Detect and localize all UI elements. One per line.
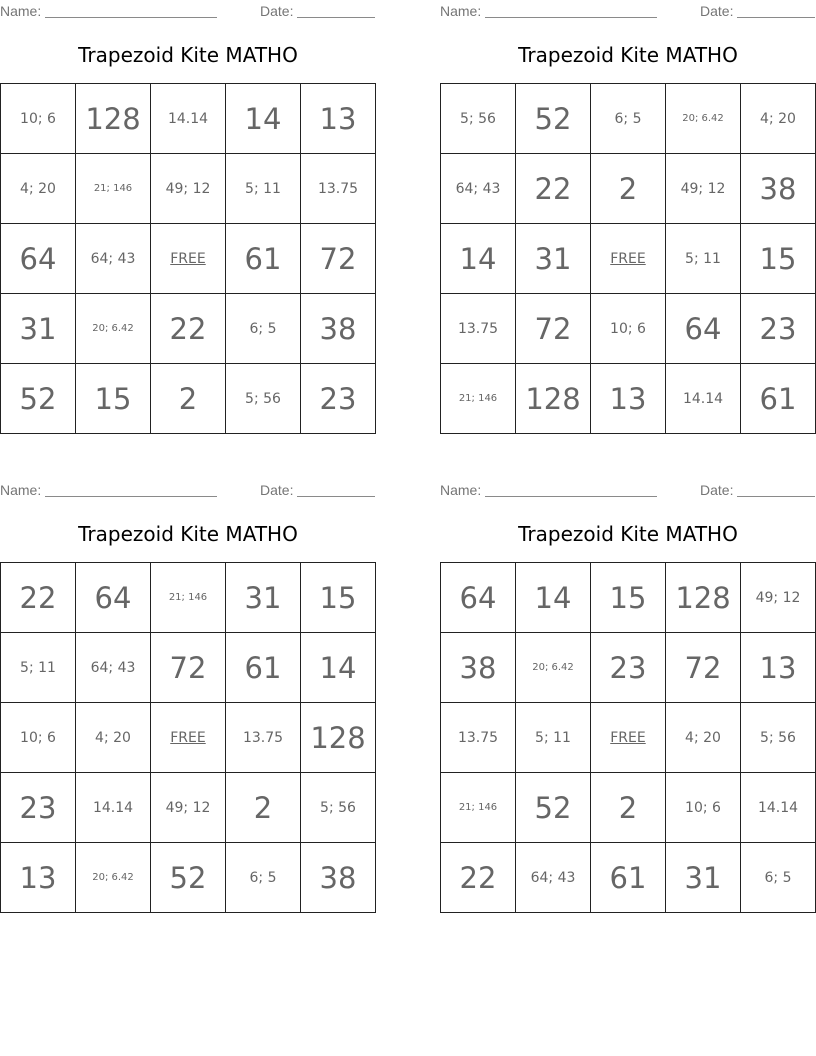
bingo-grid [440, 83, 816, 434]
bingo-cell[interactable]: 22 [151, 294, 226, 364]
bingo-cell[interactable]: 5; 11 [666, 224, 741, 294]
bingo-grid [440, 562, 816, 913]
name-label: Name: [0, 482, 42, 498]
bingo-cell[interactable]: 10; 6 [666, 773, 741, 843]
bingo-cell[interactable]: 13.75 [301, 154, 376, 224]
bingo-cell[interactable]: 13 [741, 633, 816, 703]
date-blank-line [737, 496, 815, 497]
date-blank-line [297, 496, 375, 497]
bingo-cell[interactable]: 31 [516, 224, 591, 294]
bingo-cell[interactable]: 64 [1, 224, 76, 294]
bingo-cell[interactable]: 4; 20 [666, 703, 741, 773]
bingo-cell[interactable]: 10; 6 [1, 84, 76, 154]
bingo-cell[interactable]: 14 [441, 224, 516, 294]
date-label: Date: [260, 482, 294, 498]
bingo-grid [0, 83, 376, 434]
grid-row [441, 773, 816, 843]
bingo-grid [0, 562, 376, 913]
name-blank-line [45, 496, 217, 497]
bingo-cell[interactable]: 23 [1, 773, 76, 843]
bingo-cell[interactable]: 21; 146 [151, 563, 226, 633]
bingo-cell[interactable]: 13 [301, 84, 376, 154]
bingo-cell[interactable]: 14 [301, 633, 376, 703]
card-title: Trapezoid Kite MATHO [518, 43, 738, 67]
bingo-cell[interactable]: 128 [666, 563, 741, 633]
bingo-cell[interactable]: 15 [741, 224, 816, 294]
bingo-cell[interactable]: 61 [591, 843, 666, 913]
free-space-cell[interactable]: FREE [151, 224, 226, 294]
bingo-cell[interactable]: 38 [301, 843, 376, 913]
bingo-cell[interactable]: 14.14 [76, 773, 151, 843]
card-header [0, 479, 376, 499]
bingo-cell[interactable]: 5; 11 [226, 154, 301, 224]
grid-row [1, 154, 376, 224]
grid-row [1, 563, 376, 633]
bingo-cell[interactable]: 61 [741, 364, 816, 434]
card-header [440, 0, 816, 20]
bingo-cell[interactable]: 49; 12 [151, 154, 226, 224]
bingo-cell[interactable]: 31 [666, 843, 741, 913]
grid-row [1, 773, 376, 843]
bingo-cell[interactable]: 14 [226, 84, 301, 154]
bingo-cell[interactable]: 15 [301, 563, 376, 633]
free-space-cell[interactable]: FREE [151, 703, 226, 773]
date-blank-line [297, 17, 375, 18]
grid-row [441, 294, 816, 364]
name-label: Name: [0, 3, 42, 19]
bingo-cell[interactable]: 61 [226, 224, 301, 294]
grid-row [1, 703, 376, 773]
bingo-cell[interactable]: 13 [591, 364, 666, 434]
bingo-cell[interactable]: 14.14 [151, 84, 226, 154]
bingo-cell[interactable]: 64 [666, 294, 741, 364]
bingo-cell[interactable]: 13 [1, 843, 76, 913]
bingo-cell[interactable]: 5; 56 [301, 773, 376, 843]
bingo-cell[interactable]: 20; 6.42 [76, 294, 151, 364]
bingo-cell[interactable]: 49; 12 [666, 154, 741, 224]
bingo-cell[interactable]: 6; 5 [591, 84, 666, 154]
bingo-cell[interactable]: 14.14 [666, 364, 741, 434]
bingo-cell[interactable]: 15 [591, 563, 666, 633]
bingo-cell[interactable]: 5; 56 [741, 703, 816, 773]
bingo-cell[interactable]: 2 [591, 773, 666, 843]
grid-row [441, 84, 816, 154]
bingo-cell[interactable]: 5; 56 [226, 364, 301, 434]
bingo-cell[interactable]: 13.75 [441, 703, 516, 773]
name-blank-line [45, 17, 217, 18]
bingo-cell[interactable]: 5; 11 [1, 633, 76, 703]
bingo-cell[interactable]: 128 [76, 84, 151, 154]
bingo-cell[interactable]: 52 [151, 843, 226, 913]
grid-row [441, 843, 816, 913]
bingo-cell[interactable]: 64 [76, 563, 151, 633]
free-space-cell[interactable]: FREE [591, 703, 666, 773]
card-title: Trapezoid Kite MATHO [518, 522, 738, 546]
card-title: Trapezoid Kite MATHO [78, 43, 298, 67]
name-blank-line [485, 496, 657, 497]
bingo-cell[interactable]: 49; 12 [151, 773, 226, 843]
bingo-cell[interactable]: 22 [441, 843, 516, 913]
name-label: Name: [440, 3, 482, 19]
bingo-cell[interactable]: 22 [1, 563, 76, 633]
bingo-cell[interactable]: 10; 6 [591, 294, 666, 364]
bingo-cell[interactable]: 13.75 [226, 703, 301, 773]
bingo-cell[interactable]: 5; 11 [516, 703, 591, 773]
bingo-cell[interactable]: 23 [591, 633, 666, 703]
bingo-cell[interactable]: 5; 56 [441, 84, 516, 154]
bingo-cell[interactable]: 6; 5 [741, 843, 816, 913]
bingo-cell[interactable]: 64; 43 [76, 224, 151, 294]
grid-row [1, 843, 376, 913]
grid-row [1, 364, 376, 434]
bingo-cell[interactable]: 23 [301, 364, 376, 434]
grid-row [441, 154, 816, 224]
bingo-cell[interactable]: 38 [301, 294, 376, 364]
card-header [0, 0, 376, 20]
grid-row [1, 294, 376, 364]
grid-row [1, 633, 376, 703]
bingo-cell[interactable]: 20; 6.42 [76, 843, 151, 913]
grid-row [1, 84, 376, 154]
bingo-cell[interactable]: 128 [301, 703, 376, 773]
grid-row [1, 224, 376, 294]
bingo-cell[interactable]: 52 [516, 773, 591, 843]
bingo-cell[interactable]: 2 [151, 364, 226, 434]
bingo-cell[interactable]: 20; 6.42 [666, 84, 741, 154]
name-label: Name: [440, 482, 482, 498]
bingo-cell[interactable]: 23 [741, 294, 816, 364]
bingo-cell[interactable]: 6; 5 [226, 294, 301, 364]
grid-row [441, 364, 816, 434]
bingo-cell[interactable]: 61 [226, 633, 301, 703]
bingo-cell[interactable]: 52 [516, 84, 591, 154]
bingo-cell[interactable]: 64; 43 [76, 633, 151, 703]
bingo-cell[interactable]: 10; 6 [1, 703, 76, 773]
bingo-cell[interactable]: 31 [226, 563, 301, 633]
date-label: Date: [260, 3, 294, 19]
bingo-cell[interactable]: 14.14 [741, 773, 816, 843]
bingo-cell[interactable]: 38 [741, 154, 816, 224]
bingo-cell[interactable]: 4; 20 [1, 154, 76, 224]
grid-row [441, 703, 816, 773]
grid-row [441, 224, 816, 294]
bingo-cell[interactable]: 38 [441, 633, 516, 703]
bingo-cell[interactable]: 4; 20 [741, 84, 816, 154]
bingo-cell[interactable]: 15 [76, 364, 151, 434]
grid-row [441, 633, 816, 703]
card-title: Trapezoid Kite MATHO [78, 522, 298, 546]
bingo-cell[interactable]: 64; 43 [516, 843, 591, 913]
bingo-cell[interactable]: 72 [151, 633, 226, 703]
bingo-cell[interactable]: 128 [516, 364, 591, 434]
bingo-cell[interactable]: 22 [516, 154, 591, 224]
free-space-cell[interactable]: FREE [591, 224, 666, 294]
bingo-cell[interactable]: 21; 146 [441, 773, 516, 843]
bingo-cell[interactable]: 64; 43 [441, 154, 516, 224]
bingo-cell[interactable]: 4; 20 [76, 703, 151, 773]
bingo-cell[interactable]: 20; 6.42 [516, 633, 591, 703]
bingo-cell[interactable]: 52 [1, 364, 76, 434]
bingo-cell[interactable]: 49; 12 [741, 563, 816, 633]
bingo-cell[interactable]: 21; 146 [441, 364, 516, 434]
bingo-cell[interactable]: 72 [301, 224, 376, 294]
bingo-cell[interactable]: 72 [516, 294, 591, 364]
bingo-cell[interactable]: 2 [226, 773, 301, 843]
bingo-cell[interactable]: 2 [591, 154, 666, 224]
bingo-cell[interactable]: 13.75 [441, 294, 516, 364]
bingo-cell[interactable]: 64 [441, 563, 516, 633]
date-label: Date: [700, 482, 734, 498]
date-blank-line [737, 17, 815, 18]
grid-row [441, 563, 816, 633]
bingo-cell[interactable]: 31 [1, 294, 76, 364]
bingo-cell[interactable]: 6; 5 [226, 843, 301, 913]
name-blank-line [485, 17, 657, 18]
bingo-cell[interactable]: 21; 146 [76, 154, 151, 224]
card-header [440, 479, 816, 499]
date-label: Date: [700, 3, 734, 19]
bingo-cell[interactable]: 14 [516, 563, 591, 633]
bingo-cell[interactable]: 72 [666, 633, 741, 703]
